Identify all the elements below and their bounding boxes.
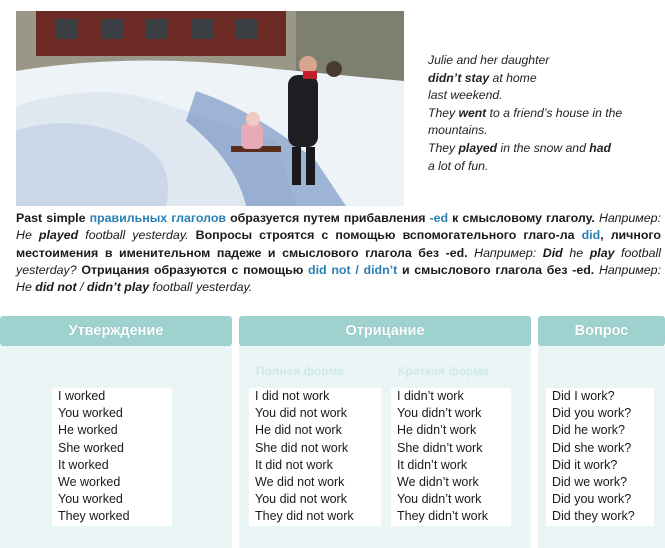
list-item: You worked [58, 406, 123, 421]
header-negative: Отрицание [239, 316, 531, 346]
list-item: You didn’t work [397, 492, 482, 507]
list-item: She did not work [255, 440, 349, 455]
para-example: football yesterday. [78, 228, 189, 243]
para-example-bold: play [589, 245, 615, 260]
list-item: They worked [58, 509, 130, 524]
para-highlight: правильных глаголов [89, 211, 227, 225]
para-text: образуется путем прибавления [226, 211, 430, 225]
para-example-bold: did not [35, 280, 77, 295]
para-example: Например: [467, 245, 543, 260]
caption-bold: went [458, 105, 487, 120]
para-highlight: did [581, 228, 601, 243]
list-item: We worked [58, 475, 121, 490]
para-text: Отрицания образуются с помощью [76, 262, 309, 277]
subheader-full-form: Полная форма [256, 364, 344, 378]
list-item: You did not work [255, 492, 347, 507]
caption-line: in the snow and [497, 140, 590, 155]
list-item: It worked [58, 457, 109, 472]
para-example: / [76, 280, 87, 295]
para-text: к смысловому глаголу. [448, 211, 595, 225]
header-question: Вопрос [538, 316, 665, 346]
list-item: You did not work [255, 406, 347, 421]
para-example: Например: He [16, 211, 661, 243]
para-example: Например: He [16, 262, 661, 295]
list-item: Did they work? [552, 509, 635, 524]
negative-full-list [249, 388, 381, 526]
para-example-bold: Did [542, 245, 563, 260]
caption-line: Julie and her daughter [428, 53, 550, 67]
para-example: football yesterday. [149, 280, 253, 295]
list-item: Did she work? [552, 440, 632, 455]
snow-photo [16, 11, 404, 206]
para-highlight: -ed [429, 211, 449, 225]
list-item: Did he work? [552, 423, 625, 438]
list-item: I didn’t work [397, 389, 464, 403]
para-text: , личного местоимения в именительном падеже и смыслового глагола без -ed. [16, 228, 661, 260]
list-item: Did you work? [552, 406, 632, 421]
list-item: We didn’t work [397, 475, 479, 490]
caption-bold: played [458, 140, 498, 155]
list-item: Did I work? [552, 389, 615, 403]
list-item: They didn’t work [397, 509, 489, 524]
list-item: She didn’t work [397, 440, 483, 455]
para-text: Past simple [16, 211, 90, 225]
para-example-bold: didn’t play [86, 280, 150, 295]
list-item: He worked [58, 423, 118, 438]
caption-line: last weekend. [428, 88, 503, 103]
list-item: Did we work? [552, 475, 628, 490]
list-item: I worked [58, 389, 106, 403]
caption-line: to a friend’s house in the [486, 105, 623, 120]
negative-short-list [391, 388, 511, 526]
subheader-short-form: Краткая форма [398, 364, 489, 378]
caption-bold: had [589, 140, 611, 155]
list-item: You didn’t work [397, 406, 482, 421]
list-item: You worked [58, 492, 123, 507]
list-item: It didn’t work [397, 457, 468, 472]
list-item: I did not work [255, 389, 330, 403]
caption-bold: didn’t stay [428, 70, 490, 85]
affirmative-list [52, 388, 172, 526]
para-example-bold: played [38, 228, 79, 243]
para-highlight: did not / didn’t [308, 262, 398, 277]
list-item: He didn’t work [397, 423, 477, 438]
header-affirmative: Утверждение [0, 316, 232, 346]
list-item: It did not work [255, 457, 333, 472]
list-item: They did not work [255, 509, 354, 524]
list-item: She worked [58, 440, 125, 455]
list-item: We did not work [255, 475, 345, 490]
list-item: Did it work? [552, 457, 618, 472]
caption-line: They [428, 140, 459, 155]
list-item: He did not work [255, 423, 342, 438]
caption-line: mountains. [428, 123, 488, 138]
list-item: Did you work? [552, 492, 632, 507]
caption-line: a lot of fun. [428, 158, 489, 173]
grammar-paragraph [16, 210, 661, 296]
para-text: и смыслового глагола без -ed. [397, 262, 595, 277]
para-text: Вопросы строятся с помощью вспомогательного глаго-ла [188, 228, 582, 243]
para-example: football yesterday? [16, 245, 662, 277]
caption-line: They [428, 105, 459, 120]
para-example: he [562, 245, 590, 260]
caption-line: at home [489, 70, 537, 85]
question-list [546, 388, 654, 526]
photo-caption [428, 52, 663, 175]
